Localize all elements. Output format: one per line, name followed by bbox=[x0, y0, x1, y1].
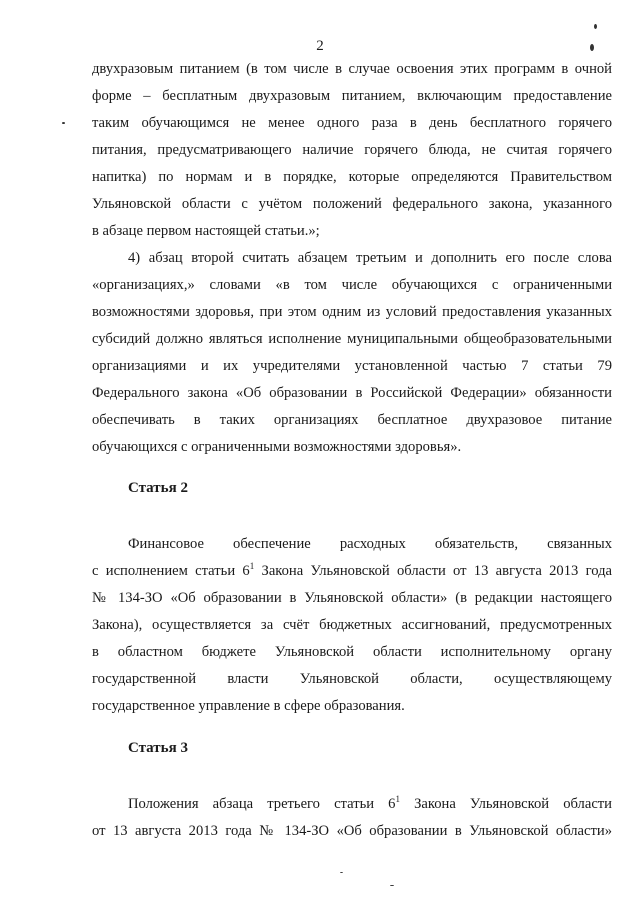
scan-speck bbox=[62, 122, 65, 124]
text-line: напитка) по нормам и в порядке, которые определяются Правительством bbox=[92, 169, 612, 185]
text-line: с исполнением статьи $6^1$ Закона Ульяновской области от 13 августа 2013 года bbox=[92, 561, 612, 579]
text-line: государственное управление в сфере образования. bbox=[92, 698, 405, 714]
superscript: 1 bbox=[395, 794, 400, 804]
text-line: Положения абзаца третьего статьи $6^1$ Закона Ульяновской области bbox=[128, 794, 612, 812]
superscript: 1 bbox=[249, 561, 255, 571]
text-line: в абзаце первом настоящей статьи.»; bbox=[92, 223, 320, 239]
article-2-heading: Статья 2 bbox=[128, 480, 188, 496]
text-line: «организациях,» словами «в том числе обучающихся с ограниченными bbox=[92, 277, 612, 293]
scan-speck bbox=[390, 885, 394, 886]
page-number: 2 bbox=[316, 38, 324, 54]
text-line: Закона), осуществляется за счёт бюджетных ассигнований, предусмотренных bbox=[92, 617, 612, 633]
text-line: питания, предусматривающего наличие горячего блюда, не считая горячего bbox=[92, 142, 612, 158]
scan-speck bbox=[594, 24, 597, 29]
text-line: от 13 августа 2013 года № 134-ЗО «Об образовании в Ульяновской области» bbox=[92, 823, 612, 839]
text-line: субсидий должно являться исполнение муниципальными общеобразовательными bbox=[92, 331, 612, 347]
text-line: возможностями здоровья, при этом одним из условий предоставления указанных bbox=[92, 304, 612, 320]
article-3-heading: Статья 3 bbox=[128, 740, 188, 756]
text-line: в областном бюджете Ульяновской области исполнительному органу bbox=[92, 644, 612, 660]
text-line: 4) абзац второй считать абзацем третьим и дополнить его после слова bbox=[128, 250, 612, 266]
text-line: Финансовое обеспечение расходных обязательств, связанных bbox=[128, 536, 612, 552]
text-line: № 134-ЗО «Об образовании в Ульяновской области» (в редакции настоящего bbox=[92, 590, 612, 606]
text-line: обеспечивать в таких организациях бесплатное двухразовое питание bbox=[92, 412, 612, 428]
text-line: государственной власти Ульяновской области, осуществляющему bbox=[92, 671, 612, 687]
text-line: организациями и их учредителями установленной частью 7 статьи 79 bbox=[92, 358, 612, 374]
text-line: Федерального закона «Об образовании в Российской Федерации» обязанности bbox=[92, 385, 612, 401]
text-line: форме – бесплатным двухразовым питанием, включающим предоставление bbox=[92, 88, 612, 104]
scan-speck bbox=[590, 44, 594, 51]
text-line: обучающихся с ограниченными возможностями здоровья». bbox=[92, 439, 462, 455]
text-line: таким обучающимся не менее одного раза в день бесплатного горячего bbox=[92, 115, 612, 131]
scan-speck bbox=[340, 872, 343, 873]
text-line: двухразовым питанием (в том числе в случае освоения этих программ в очной bbox=[92, 61, 612, 77]
text-line: Ульяновской области с учётом положений федерального закона, указанного bbox=[92, 196, 612, 212]
